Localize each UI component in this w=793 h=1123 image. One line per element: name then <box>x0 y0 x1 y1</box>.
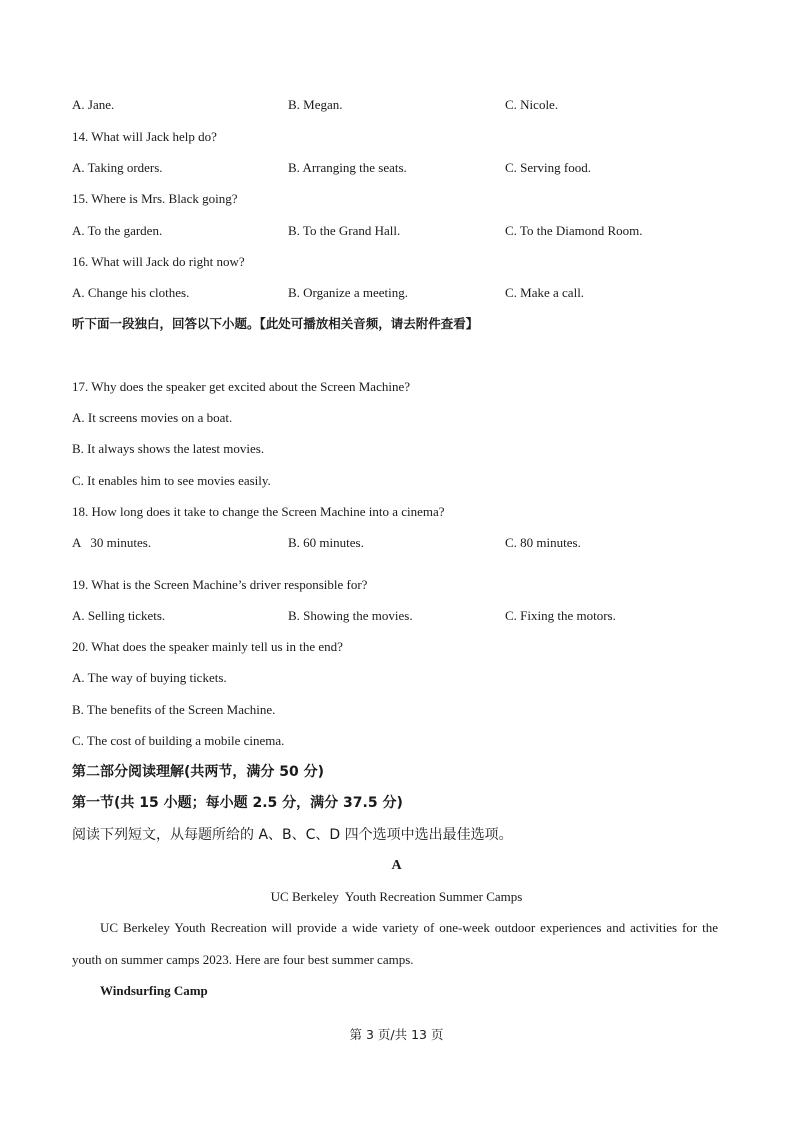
q16-question: 16. What will Jack do right now? <box>72 254 245 269</box>
q17-option-b: B. It always shows the latest movies. <box>72 441 265 456</box>
q19-question: 19. What is the Screen Machine’s driver responsible for? <box>72 577 368 592</box>
q16-option-c: C. Make a call. <box>505 285 585 300</box>
q19-option-c: C. Fixing the motors. <box>505 608 616 623</box>
monologue-instruction: 听下面一段独白，回答以下小题。【此处可播放相关音频，请去附件查看】 <box>72 316 479 331</box>
q16-option-a: A. Change his clothes. <box>72 285 190 300</box>
q19-option-a: A. Selling tickets. <box>72 608 166 623</box>
q13-option-b: B. Megan. <box>288 97 343 112</box>
q14-question: 14. What will Jack help do? <box>72 129 217 144</box>
part2-heading: 第二部分阅读理解(共两节，满分 50 分) <box>72 764 325 780</box>
q19-option-b: B. Showing the movies. <box>288 608 413 623</box>
q18-option-b: B. 60 minutes. <box>288 535 364 550</box>
q15-question: 15. Where is Mrs. Black going? <box>72 191 238 206</box>
q20-question: 20. What does the speaker mainly tell us in the end? <box>72 639 343 654</box>
q17-question: 17. Why does the speaker get excited about the Screen Machine? <box>72 379 410 394</box>
passage-letter: A <box>391 858 402 873</box>
q15-option-b: B. To the Grand Hall. <box>288 223 401 238</box>
q14-option-c: C. Serving food. <box>505 160 591 175</box>
passage-subheading: Windsurfing Camp <box>100 983 208 998</box>
q17-option-c: C. It enables him to see movies easily. <box>72 473 271 488</box>
q20-option-c: C. The cost of building a mobile cinema. <box>72 733 285 748</box>
passage-intro: UC Berkeley Youth Recreation will provide a wide variety of one-week outdoor experiences and activities for the youth on summer camps 2023. Here are four best summer camps. <box>72 920 718 967</box>
section1-heading: 第一节(共 15 小题；每小题 2.5 分，满分 37.5 分) <box>72 795 403 811</box>
q18-option-c: C. 80 minutes. <box>505 535 581 550</box>
passage-title: UC Berkeley Youth Recreation Summer Camps <box>270 889 523 904</box>
q14-option-b: B. Arranging the seats. <box>288 160 407 175</box>
q20-option-b: B. The benefits of the Screen Machine. <box>72 702 276 717</box>
reading-instruction: 阅读下列短文，从每题所给的 A、B、C、D 四个选项中选出最佳选项。 <box>72 827 513 843</box>
q17-option-a: A. It screens movies on a boat. <box>72 410 233 425</box>
q13-option-c: C. Nicole. <box>505 97 559 112</box>
q14-option-a: A. Taking orders. <box>72 160 163 175</box>
q18-option-a: A 30 minutes. <box>72 535 152 550</box>
q18-question: 18. How long does it take to change the Screen Machine into a cinema? <box>72 504 445 519</box>
q15-option-a: A. To the garden. <box>72 223 163 238</box>
q16-option-b: B. Organize a meeting. <box>288 285 408 300</box>
page-footer: 第 3 页/共 13 页 <box>349 1027 444 1042</box>
q15-option-c: C. To the Diamond Room. <box>505 223 643 238</box>
q13-option-a: A. Jane. <box>72 97 115 112</box>
q20-option-a: A. The way of buying tickets. <box>72 670 227 685</box>
